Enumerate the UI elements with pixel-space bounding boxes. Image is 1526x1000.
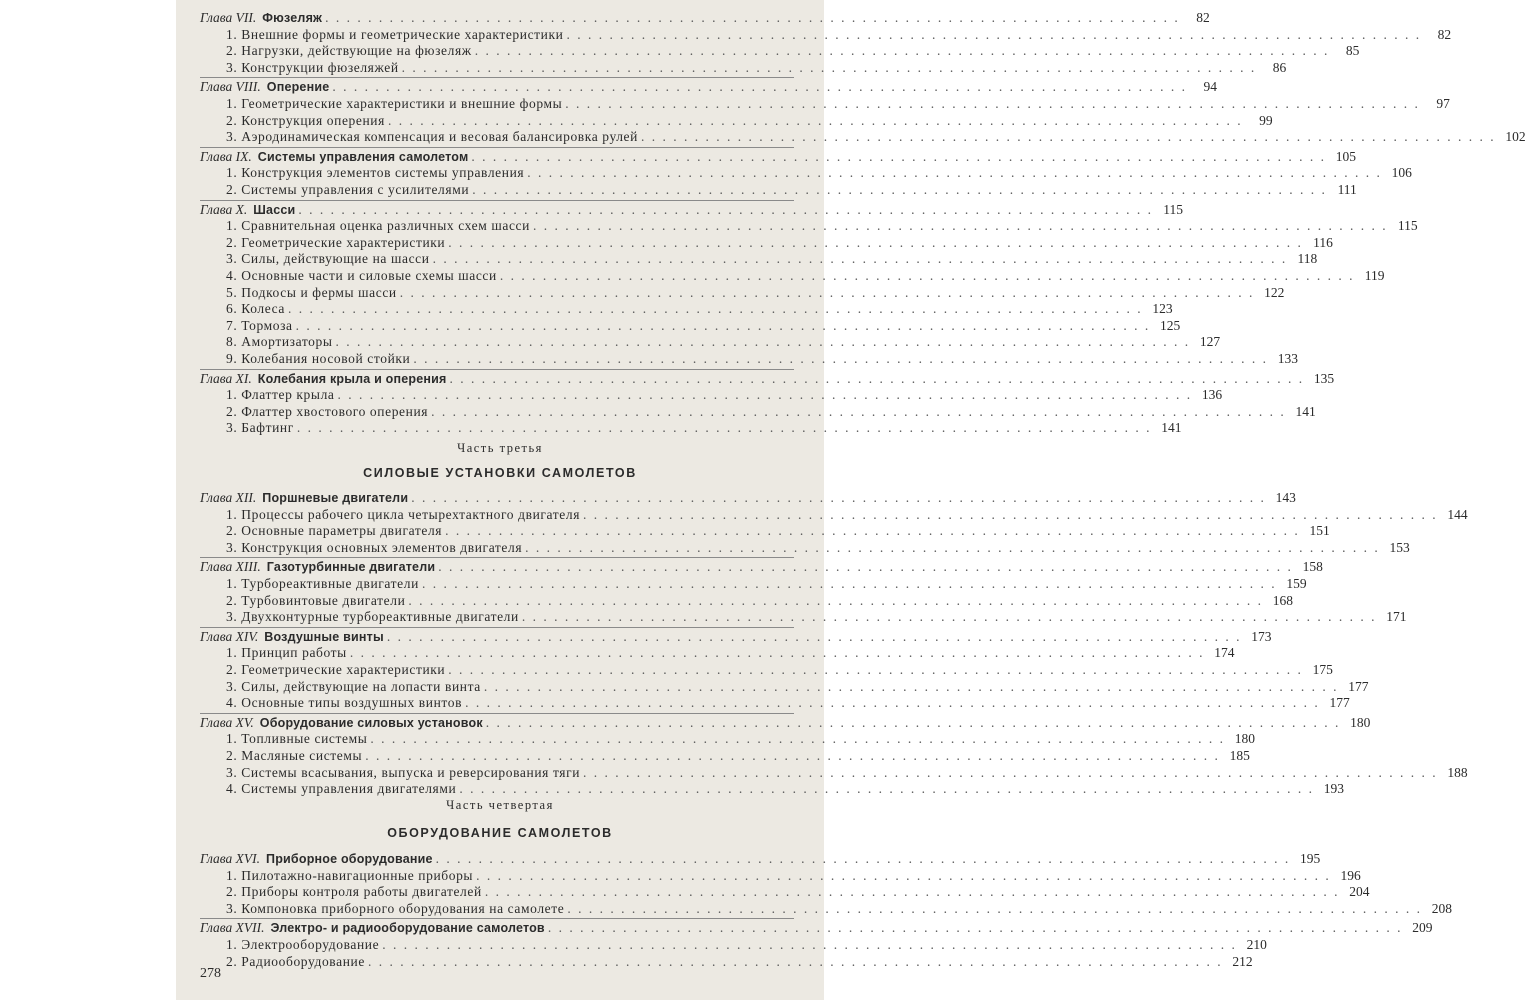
- dot-leader: [293, 318, 1151, 335]
- part-title: ОБОРУДОВАНИЕ САМОЛЕТОВ: [387, 826, 613, 840]
- chapter-title: Оперение: [266, 80, 330, 95]
- section-title: 1. Пилотажно-навигационные приборы: [226, 867, 474, 883]
- page-ref: 193: [1323, 781, 1344, 797]
- toc-section: [200, 748, 1250, 765]
- chapter-heading: [200, 149, 468, 166]
- toc-chapter: [200, 559, 1323, 576]
- page-ref: 133: [1277, 351, 1299, 366]
- chapter-label: Глава X.: [200, 201, 248, 217]
- dot-leader: [456, 781, 1314, 798]
- section-title: 5. Подкосы и фермы шасси: [226, 284, 397, 300]
- section-title: 1. Флаттер крыла: [226, 387, 335, 403]
- chapter-heading: [200, 559, 435, 576]
- dot-leader: [285, 301, 1143, 318]
- dot-leader: [519, 609, 1377, 626]
- dot-leader: [365, 954, 1223, 971]
- dot-leader: [385, 113, 1243, 130]
- section-title: 2. Геометрические характеристики: [226, 234, 446, 250]
- toc-chapter: [200, 10, 1210, 27]
- toc-section: [200, 884, 1370, 901]
- section-title: 4. Основные части и силовые схемы шасси: [226, 268, 497, 283]
- chapter-title: Шасси: [253, 202, 296, 217]
- dot-leader: [399, 60, 1257, 77]
- page-ref: 111: [1337, 182, 1357, 197]
- chapter-title: Воздушные винты: [264, 629, 384, 644]
- chapter-title: Электро- и радиооборудование самолетов: [270, 921, 545, 936]
- dot-leader: [638, 129, 1496, 146]
- toc-chapter: [200, 920, 1433, 937]
- section-title: 1. Электрооборудование: [226, 937, 380, 952]
- chapter-title: Колебания крыла и оперения: [257, 371, 447, 386]
- part-label: Часть третья: [457, 441, 543, 455]
- dot-leader: [580, 765, 1438, 782]
- toc-section: [200, 781, 1344, 798]
- chapter-label: Глава VIII.: [200, 79, 261, 95]
- dot-leader: [524, 165, 1382, 182]
- chapter-divider: [200, 77, 794, 78]
- chapter-heading: [200, 79, 329, 96]
- toc-chapter: [200, 370, 1335, 388]
- dot-leader: [379, 937, 1237, 954]
- section-title: 2. Масляные системы: [226, 748, 363, 763]
- page-ref: 97: [1436, 96, 1450, 111]
- page-ref: 144: [1447, 506, 1468, 522]
- toc-section: [200, 506, 1468, 524]
- chapter-title: Системы управления самолетом: [257, 149, 469, 164]
- dot-leader: [483, 715, 1341, 732]
- section-title: 1. Сравнительная оценка различных схем шасси: [226, 218, 530, 234]
- toc-section: [200, 645, 1235, 662]
- chapter-label: Глава VII.: [200, 10, 257, 25]
- page-ref: 158: [1302, 559, 1323, 575]
- page-number: 278: [200, 966, 221, 981]
- section-title: 2. Приборы контроля работы двигателей: [226, 884, 482, 900]
- dot-leader: [445, 235, 1303, 252]
- page-ref: 208: [1431, 900, 1452, 916]
- page-ref: 177: [1348, 678, 1369, 694]
- chapter-label: Глава XII.: [200, 490, 257, 505]
- chapter-title: Газотурбинные двигатели: [266, 560, 436, 575]
- toc-section: [200, 96, 1450, 113]
- toc-section: [200, 662, 1333, 679]
- toc-section: [200, 284, 1285, 302]
- section-title: 1. Внешние формы и геометрические характеристики: [226, 26, 564, 42]
- section-title: 3. Двухконтурные турбореактивные двигатели: [226, 609, 519, 625]
- section-title: 1. Принцип работы: [226, 645, 347, 661]
- toc-chapter: [200, 628, 1272, 646]
- page-ref: 175: [1312, 662, 1333, 677]
- section-title: 4. Системы управления двигателями: [226, 781, 457, 797]
- chapter-divider: [200, 713, 794, 714]
- toc-section: [200, 112, 1273, 130]
- dot-leader: [435, 559, 1293, 576]
- page-ref: 159: [1286, 576, 1307, 591]
- page-ref: 122: [1264, 284, 1285, 300]
- toc-section: [200, 937, 1267, 954]
- page-ref: 168: [1272, 592, 1294, 608]
- dot-leader: [430, 251, 1288, 268]
- toc-section: [200, 182, 1357, 199]
- dot-leader: [462, 695, 1320, 712]
- page-ref: 180: [1234, 731, 1256, 747]
- chapter-title: Оборудование силовых установок: [259, 715, 483, 730]
- page-ref: 106: [1391, 165, 1412, 181]
- dot-leader: [397, 285, 1255, 302]
- chapter-heading: [200, 490, 408, 507]
- section-title: 9. Колебания носовой стойки: [226, 351, 411, 366]
- toc-section: [200, 59, 1287, 77]
- toc-chapter: [200, 490, 1296, 507]
- toc-section: [200, 301, 1173, 318]
- dot-leader: [333, 334, 1191, 351]
- page-ref: 212: [1232, 953, 1253, 969]
- page-ref: 118: [1297, 251, 1318, 267]
- section-title: 2. Турбовинтовые двигатели: [226, 592, 406, 608]
- page-ref: 188: [1447, 764, 1468, 780]
- page-ref: 174: [1214, 645, 1235, 661]
- toc-chapter: [200, 714, 1371, 732]
- dot-leader: [469, 182, 1327, 199]
- chapter-heading: [200, 851, 433, 868]
- page-ref: 86: [1272, 59, 1287, 75]
- toc-section: [200, 867, 1361, 885]
- page-ref: 136: [1201, 387, 1223, 403]
- toc-section: [200, 43, 1360, 60]
- toc-section: [200, 234, 1333, 252]
- page-ref: 115: [1163, 201, 1184, 217]
- dot-leader: [562, 96, 1420, 113]
- toc-chapter: [200, 201, 1184, 219]
- toc-section: [200, 953, 1253, 971]
- section-title: 1. Процессы рабочего цикла четырехтактного двигателя: [226, 506, 581, 522]
- dot-leader: [442, 523, 1300, 540]
- page-ref: 82: [1196, 10, 1210, 25]
- page-ref: 196: [1340, 867, 1361, 883]
- page-ref: 82: [1437, 26, 1452, 42]
- page-ref: 143: [1275, 490, 1296, 505]
- section-title: 3. Силы, действующие на шасси: [226, 251, 430, 267]
- toc-section: [200, 592, 1294, 610]
- dot-leader: [405, 593, 1263, 610]
- section-title: 3. Системы всасывания, выпуска и реверсирования тяги: [226, 764, 581, 780]
- section-title: 3. Компоновка приборного оборудования на самолете: [226, 900, 565, 916]
- chapter-heading: [200, 629, 384, 646]
- toc-section: [200, 695, 1350, 712]
- toc-section: [200, 678, 1369, 696]
- section-title: 1. Топливные системы: [226, 731, 368, 747]
- section-title: 1. Геометрические характеристики и внешние формы: [226, 96, 563, 111]
- chapter-label: Глава XIV.: [200, 628, 259, 644]
- section-title: 2. Конструкция оперения: [226, 112, 385, 128]
- page-ref: 102: [1505, 129, 1526, 145]
- page-ref: 116: [1313, 234, 1333, 250]
- toc-section: [200, 609, 1407, 626]
- dot-leader: [322, 10, 1180, 27]
- dot-leader: [468, 149, 1326, 166]
- dot-leader: [472, 43, 1330, 60]
- toc-section: [200, 576, 1307, 593]
- page-ref: 151: [1309, 523, 1330, 539]
- dot-leader: [295, 202, 1153, 219]
- dot-leader: [580, 507, 1438, 524]
- page-ref: 135: [1313, 370, 1335, 386]
- dot-leader: [362, 748, 1220, 765]
- page-ref: 195: [1300, 851, 1321, 866]
- chapter-label: Глава XVI.: [200, 851, 261, 866]
- toc-section: [200, 129, 1526, 146]
- toc-section: [200, 764, 1468, 782]
- toc-section: [200, 334, 1221, 351]
- chapter-label: Глава XV.: [200, 714, 254, 730]
- toc-section: [200, 731, 1256, 748]
- page-ref: 180: [1350, 714, 1371, 730]
- dot-leader: [408, 490, 1266, 507]
- chapter-divider: [200, 918, 794, 919]
- toc-section: [200, 317, 1181, 335]
- toc-section: [200, 351, 1299, 368]
- dot-leader: [329, 79, 1187, 96]
- section-title: 2. Нагрузки, действующие на фюзеляж: [226, 43, 472, 59]
- chapter-divider: [200, 200, 794, 201]
- page-ref: 127: [1199, 334, 1221, 350]
- page-ref: 94: [1203, 79, 1217, 95]
- section-title: 3. Бафтинг: [226, 420, 294, 436]
- dot-leader: [473, 868, 1331, 885]
- section-title: 6. Колеса: [226, 301, 286, 317]
- dot-leader: [347, 645, 1205, 662]
- chapter-heading: [200, 371, 447, 388]
- toc-chapter: [200, 148, 1357, 166]
- dot-leader: [564, 27, 1422, 44]
- section-title: 4. Основные типы воздушных винтов: [226, 695, 463, 711]
- section-title: 2. Радиооборудование: [226, 953, 365, 969]
- dot-leader: [497, 268, 1355, 285]
- toc-section: [200, 539, 1410, 557]
- toc-section: [200, 26, 1452, 44]
- chapter-title: Поршневые двигатели: [262, 491, 409, 505]
- dot-leader: [294, 420, 1152, 437]
- section-title: 2. Системы управления с усилителями: [226, 182, 470, 197]
- dot-leader: [530, 218, 1388, 235]
- chapter-divider: [200, 369, 794, 370]
- page-ref: 173: [1251, 628, 1272, 644]
- chapter-label: Глава XI.: [200, 370, 252, 386]
- toc-section: [200, 218, 1418, 235]
- dot-leader: [545, 920, 1403, 937]
- dot-leader: [445, 662, 1303, 679]
- toc-section: [200, 523, 1330, 540]
- chapter-title: Приборное оборудование: [266, 852, 433, 866]
- chapter-label: Глава IX.: [200, 148, 252, 164]
- dot-leader: [447, 371, 1305, 388]
- page-ref: 153: [1389, 539, 1410, 555]
- chapter-title: Фюзеляж: [262, 11, 323, 25]
- section-title: 3. Конструкции фюзеляжей: [226, 59, 399, 75]
- page-ref: 204: [1349, 884, 1370, 900]
- dot-leader: [564, 901, 1422, 918]
- section-title: 3. Конструкция основных элементов двигателя: [226, 539, 523, 555]
- chapter-heading: [200, 10, 322, 27]
- toc-chapter: [200, 79, 1217, 96]
- page-ref: 141: [1161, 420, 1182, 436]
- page-ref: 125: [1160, 317, 1181, 333]
- dot-leader: [419, 576, 1277, 593]
- chapter-heading: [200, 715, 483, 732]
- page-ref: 123: [1152, 301, 1173, 317]
- toc-section: [200, 420, 1182, 437]
- section-title: 7. Тормоза: [226, 317, 293, 333]
- part-label: Часть четвертая: [446, 798, 554, 812]
- section-title: 1. Конструкция элементов системы управления: [226, 165, 525, 181]
- section-title: 2. Флаттер хвостового оперения: [226, 403, 429, 419]
- page-ref: 210: [1246, 937, 1267, 952]
- part-title: СИЛОВЫЕ УСТАНОВКИ САМОЛЕТОВ: [363, 466, 637, 480]
- dot-leader: [433, 851, 1291, 868]
- page-ref: 171: [1386, 609, 1407, 625]
- dot-leader: [522, 540, 1380, 557]
- page-ref: 99: [1259, 112, 1273, 128]
- chapter-label: Глава XIII.: [200, 559, 261, 575]
- dot-leader: [384, 629, 1242, 646]
- dot-leader: [335, 387, 1193, 404]
- section-title: 1. Турбореактивные двигатели: [226, 576, 419, 591]
- page-ref: 85: [1345, 43, 1360, 59]
- dot-leader: [367, 731, 1225, 748]
- section-title: 2. Основные параметры двигателя: [226, 523, 443, 539]
- section-title: 3. Аэродинамическая компенсация и весовая балансировка рулей: [226, 129, 638, 145]
- page-ref: 209: [1412, 920, 1433, 936]
- toc-section: [200, 268, 1385, 285]
- section-title: 3. Силы, действующие на лопасти винта: [226, 678, 481, 694]
- dot-leader: [428, 404, 1286, 421]
- page-ref: 177: [1329, 695, 1350, 711]
- page-ref: 141: [1295, 403, 1316, 419]
- book-page: [176, 0, 1526, 1000]
- dot-leader: [481, 679, 1339, 696]
- page-ref: 105: [1335, 148, 1357, 164]
- section-title: 2. Геометрические характеристики: [226, 662, 446, 677]
- page-ref: 115: [1397, 218, 1418, 234]
- dot-leader: [410, 351, 1268, 368]
- section-title: 8. Амортизаторы: [226, 334, 333, 350]
- toc-section: [200, 251, 1318, 268]
- chapter-heading: [200, 920, 545, 937]
- toc-section: [200, 403, 1316, 421]
- toc-section: [200, 165, 1412, 182]
- toc-section: [200, 900, 1452, 918]
- chapter-divider: [200, 557, 794, 558]
- page-ref: 119: [1364, 268, 1385, 283]
- chapter-divider: [200, 147, 794, 148]
- dot-leader: [482, 884, 1340, 901]
- toc-chapter: [200, 851, 1321, 868]
- page-ref: 185: [1229, 748, 1250, 763]
- chapter-divider: [200, 627, 794, 628]
- chapter-heading: [200, 202, 295, 219]
- chapter-label: Глава XVII.: [200, 920, 265, 936]
- toc-section: [200, 387, 1223, 404]
